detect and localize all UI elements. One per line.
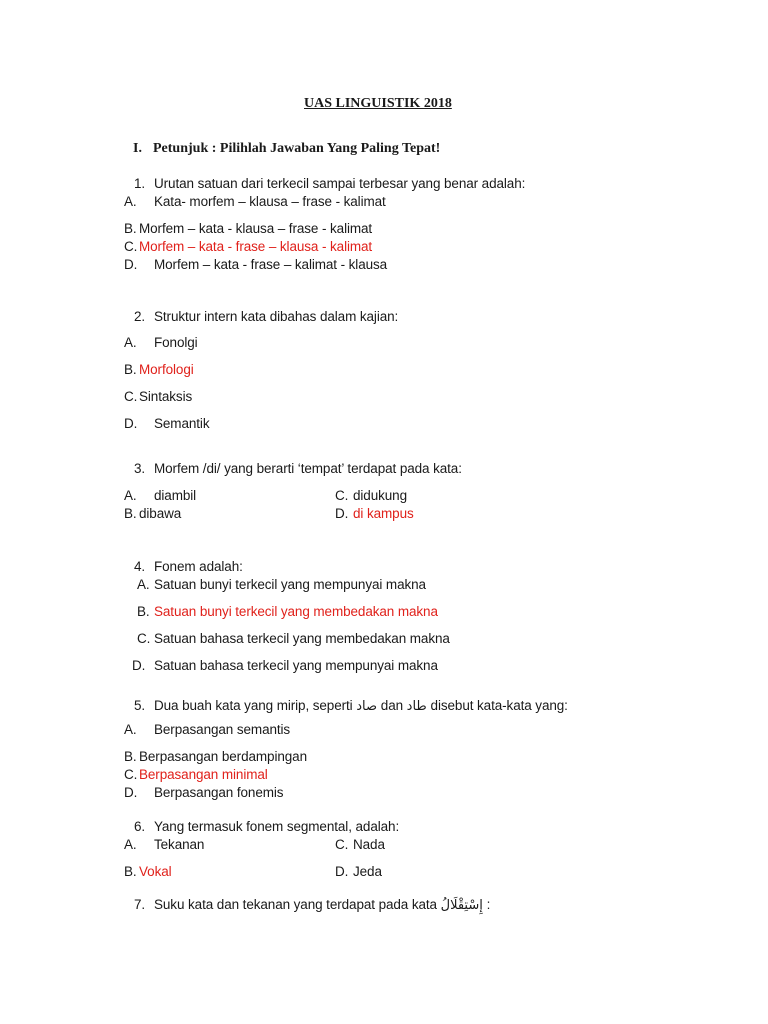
question-text-part: dan bbox=[380, 698, 404, 713]
option-letter: B. bbox=[124, 221, 137, 236]
option-text: Jeda bbox=[353, 864, 382, 879]
option-text: Fonolgi bbox=[154, 335, 198, 350]
question-text: Struktur intern kata dibahas dalam kajian: bbox=[154, 309, 399, 324]
option-letter: A. bbox=[124, 194, 137, 209]
correct-answer: Morfem – kata - frase – klausa - kalimat bbox=[139, 239, 373, 254]
option-letter: B. bbox=[124, 749, 137, 764]
option-text: Nada bbox=[353, 837, 385, 852]
option-letter: C. bbox=[124, 239, 138, 254]
option-letter: A. bbox=[124, 722, 137, 737]
option-letter: B. bbox=[124, 864, 137, 879]
option-letter: D. bbox=[124, 785, 138, 800]
option-text: Sintaksis bbox=[139, 389, 193, 404]
correct-answer: Satuan bunyi terkecil yang membedakan makna bbox=[154, 604, 438, 619]
option-letter: C. bbox=[335, 488, 349, 503]
option-text: Berpasangan fonemis bbox=[154, 785, 284, 800]
question-text: Yang termasuk fonem segmental, adalah: bbox=[154, 819, 400, 834]
option-text: diambil bbox=[154, 488, 197, 503]
option-letter: C. bbox=[335, 837, 349, 852]
option-text: Morfem – kata - frase – kalimat - klausa bbox=[154, 257, 388, 272]
question-text-part: Suku kata dan tekanan yang terdapat pada kata bbox=[154, 897, 437, 912]
option-letter: D. bbox=[124, 257, 138, 272]
question-text: Urutan satuan dari terkecil sampai terbesar yang benar adalah: bbox=[154, 176, 526, 191]
option-text: didukung bbox=[353, 488, 407, 503]
question-text-part: disebut kata-kata yang: bbox=[430, 698, 568, 713]
section-instruction: Petunjuk : Pilihlah Jawaban Yang Paling Tepat! bbox=[153, 141, 441, 156]
section-number: I. bbox=[133, 141, 142, 156]
option-text: Satuan bunyi terkecil yang mempunyai makna bbox=[154, 577, 426, 592]
option-letter: C. bbox=[124, 389, 138, 404]
option-letter: B. bbox=[124, 506, 137, 521]
question-number: 7. bbox=[134, 897, 146, 912]
arabic-word: إِسْتِقْلَالُ bbox=[440, 898, 483, 913]
question-text-part: : bbox=[486, 897, 491, 912]
correct-answer: Berpasangan minimal bbox=[139, 767, 268, 782]
option-text: Berpasangan semantis bbox=[154, 722, 291, 737]
option-text: Tekanan bbox=[154, 837, 205, 852]
question-number: 3. bbox=[134, 461, 146, 476]
document-title: UAS LINGUISTIK 2018 bbox=[304, 96, 452, 111]
question-number: 4. bbox=[134, 559, 146, 574]
correct-answer: Morfologi bbox=[139, 362, 194, 377]
option-letter: D. bbox=[124, 416, 138, 431]
option-text: Morfem – kata - klausa – frase - kalimat bbox=[139, 221, 373, 236]
question-text bbox=[154, 697, 568, 715]
option-letter: C. bbox=[137, 631, 151, 646]
question-text: Morfem /di/ yang berarti ‘tempat’ terdapat pada kata: bbox=[154, 461, 462, 476]
question-text-part: Dua buah kata yang mirip, seperti bbox=[154, 698, 353, 713]
option-letter: A. bbox=[137, 577, 150, 592]
correct-answer: di kampus bbox=[353, 506, 414, 521]
option-letter: B. bbox=[137, 604, 150, 619]
option-letter: C. bbox=[124, 767, 138, 782]
option-letter: A. bbox=[124, 335, 137, 350]
option-text: Satuan bahasa terkecil yang mempunyai makna bbox=[154, 658, 438, 673]
question-text bbox=[154, 896, 490, 914]
question-number: 2. bbox=[134, 309, 146, 324]
option-letter: A. bbox=[124, 488, 137, 503]
correct-answer: Vokal bbox=[139, 864, 172, 879]
option-text: Kata- morfem – klausa – frase - kalimat bbox=[154, 194, 386, 209]
option-text: Semantik bbox=[154, 416, 210, 431]
option-text: Berpasangan berdampingan bbox=[139, 749, 307, 764]
option-text: dibawa bbox=[139, 506, 182, 521]
option-text: Satuan bahasa terkecil yang membedakan makna bbox=[154, 631, 450, 646]
question-number: 6. bbox=[134, 819, 146, 834]
question-number: 5. bbox=[134, 698, 146, 713]
option-letter: D. bbox=[335, 506, 349, 521]
question-number: 1. bbox=[134, 176, 146, 191]
arabic-word: طاد bbox=[406, 699, 427, 714]
option-letter: D. bbox=[335, 864, 349, 879]
option-letter: B. bbox=[124, 362, 137, 377]
arabic-word: صاد bbox=[356, 699, 378, 714]
option-letter: D. bbox=[132, 658, 146, 673]
option-letter: A. bbox=[124, 837, 137, 852]
question-text: Fonem adalah: bbox=[154, 559, 243, 574]
